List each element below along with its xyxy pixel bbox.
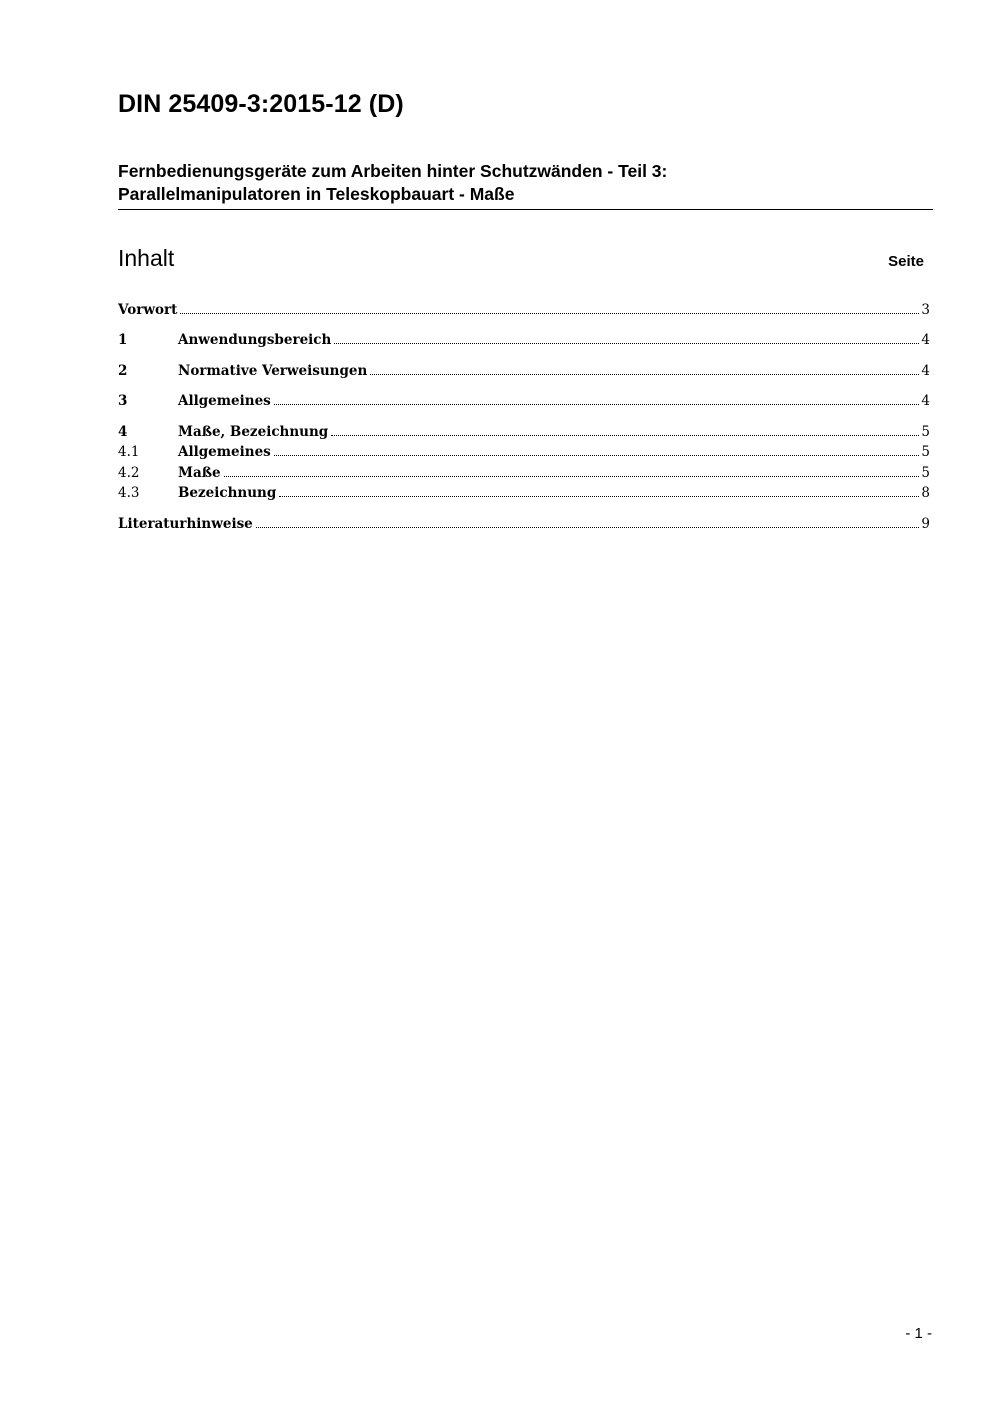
toc-entry-page: 5 bbox=[921, 444, 930, 460]
toc-entry-number: 4.1 bbox=[118, 444, 140, 460]
toc-entry-number: 4.2 bbox=[118, 465, 140, 481]
toc-entry-page: 3 bbox=[921, 302, 930, 318]
toc-entry-literaturhinweise[interactable] bbox=[118, 516, 930, 536]
toc-dot-leader bbox=[274, 455, 920, 456]
toc-entry-number: 4 bbox=[118, 424, 128, 440]
toc-entry-page: 9 bbox=[921, 516, 930, 532]
toc-dot-leader bbox=[180, 313, 919, 314]
document-title-line-1: Fernbedienungsgeräte zum Arbeiten hinter Schutzwänden - Teil 3: bbox=[118, 161, 668, 181]
toc-entry-3[interactable] bbox=[118, 393, 930, 413]
toc-entry-label: Allgemeines bbox=[178, 444, 271, 460]
toc-entry-2[interactable] bbox=[118, 363, 930, 383]
toc-dot-leader bbox=[274, 404, 920, 405]
toc-entry-page: 4 bbox=[921, 332, 930, 348]
toc-entry-page: 5 bbox=[921, 424, 930, 440]
toc-entry-page: 4 bbox=[921, 363, 930, 379]
toc-dot-leader bbox=[370, 374, 919, 375]
page-number: - 1 - bbox=[905, 1325, 932, 1342]
toc-dot-leader bbox=[331, 435, 919, 436]
toc-dot-leader bbox=[334, 343, 919, 344]
document-title bbox=[118, 160, 933, 210]
document-id: DIN 25409-3:2015-12 (D) bbox=[118, 90, 404, 118]
toc-entry-label: Normative Verweisungen bbox=[178, 363, 368, 379]
toc-entry-number: 2 bbox=[118, 363, 128, 379]
toc-entry-page: 5 bbox=[921, 465, 930, 481]
toc-entry-4-1[interactable] bbox=[118, 444, 930, 464]
toc-dot-leader bbox=[224, 476, 920, 477]
toc-entry-label: Literaturhinweise bbox=[118, 516, 253, 532]
toc-entry-1[interactable] bbox=[118, 332, 930, 352]
toc-page-column-label: Seite bbox=[888, 253, 924, 270]
document-title-line-2: Parallelmanipulatoren in Teleskopbauart - Maße bbox=[118, 184, 515, 204]
toc-entry-label: Allgemeines bbox=[178, 393, 271, 409]
toc-entry-label: Maße bbox=[178, 465, 221, 481]
toc-entry-page: 8 bbox=[921, 485, 930, 501]
toc-entry-label: Anwendungsbereich bbox=[178, 332, 332, 348]
toc-dot-leader bbox=[279, 496, 919, 497]
toc-entry-label: Vorwort bbox=[118, 302, 178, 318]
toc-entry-4[interactable] bbox=[118, 424, 930, 444]
toc-entry-4-3[interactable] bbox=[118, 485, 930, 505]
toc-entry-number: 1 bbox=[118, 332, 128, 348]
toc-entry-label: Maße, Bezeichnung bbox=[178, 424, 329, 440]
toc-entry-number: 3 bbox=[118, 393, 128, 409]
toc-entry-4-2[interactable] bbox=[118, 465, 930, 485]
toc-entry-number: 4.3 bbox=[118, 485, 140, 501]
toc-dot-leader bbox=[256, 527, 920, 528]
toc-heading: Inhalt bbox=[118, 245, 175, 271]
toc-entry-page: 4 bbox=[921, 393, 930, 409]
toc-entry-label: Bezeichnung bbox=[178, 485, 277, 501]
toc-entry-vorwort[interactable] bbox=[118, 302, 930, 322]
